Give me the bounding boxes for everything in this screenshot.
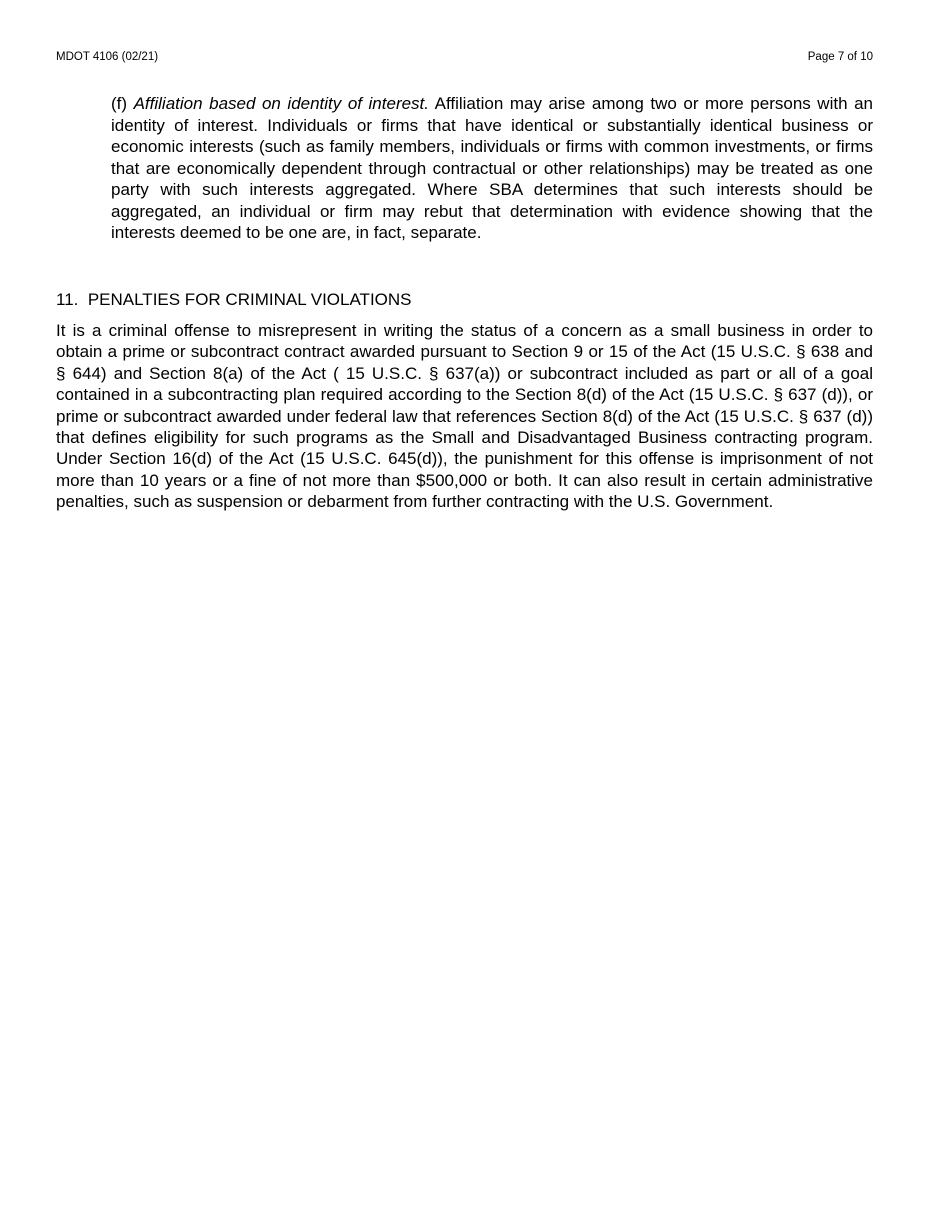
affiliation-title: Affiliation based on identity of interest. [133, 94, 430, 113]
affiliation-paragraph [111, 93, 873, 244]
page-number: Page 7 of 10 [807, 51, 873, 63]
page-header [56, 50, 873, 64]
section-heading: 11. PENALTIES FOR CRIMINAL VIOLATIONS [56, 290, 412, 309]
affiliation-label: (f) [111, 94, 134, 113]
section-body: It is a criminal offense to misrepresent in writing the status of a concern as a small business in order to obtain a prime or subcontract contract awarded pursuant to Section 9 or 15 of the Act (15 U.S.C. § 638 and § 644) and Section 8(a) of the Act ( 15 U.S.C. § 637(a)) or subcontract included as part or all of a goal contained in a subcontracting plan required according to the Section 8(d) of the Act (15 U.S.C. § 637 (d)), or prime or subcontract awarded under federal law that references Section 8(d) of the Act (15 U.S.C. § 637 (d)) that defines eligibility for such programs as the Small and Disadvantaged Business contracting program. Under Section 16(d) of the Act (15 U.S.C. 645(d)), the punishment for this offense is imprisonment of not more than 10 years or a fine of not more than $500,000 or both. It can also result in certain administrative penalties, such as suspension or debarment from further contracting with the U.S. Government. [56, 321, 873, 512]
form-id: MDOT 4106 (02/21) [56, 51, 159, 63]
affiliation-text: Affiliation may arise among two or more persons with an identity of interest. Individuals or firms that have identical or substantially identical business or economic interests (such as family members, individuals or firms with common investments, or firms that are economically dependent through contractual or other relationships) may be treated as one party with such interests aggregated. Where SBA determines that such interests should be aggregated, an individual or firm may rebut that determination with evidence showing that the interests deemed to be one are, in fact, separate. [111, 94, 873, 242]
